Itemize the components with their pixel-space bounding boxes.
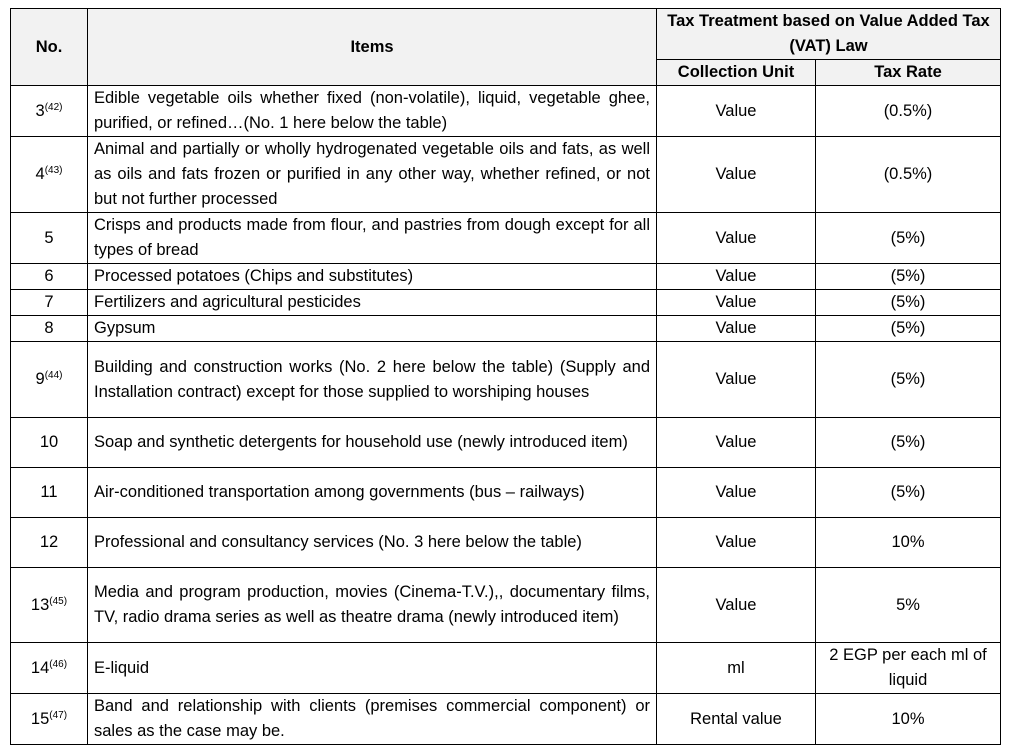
row-collection-unit: Value [657, 137, 816, 213]
row-tax-rate: 10% [816, 694, 1001, 745]
row-collection-unit: Value [657, 468, 816, 518]
row-item: Building and construction works (No. 2 here below the table) (Supply and Installation contract) except for those supplied to worshiping houses [88, 342, 657, 418]
header-collection-unit: Collection Unit [657, 60, 816, 86]
vat-tax-table [10, 8, 1001, 745]
row-tax-rate: 10% [816, 518, 1001, 568]
row-tax-rate: (5%) [816, 418, 1001, 468]
row-number [11, 342, 88, 418]
footnote-ref: (46) [49, 658, 68, 670]
row-item: Soap and synthetic detergents for household use (newly introduced item) [88, 418, 657, 468]
row-number-value: 4 [35, 165, 45, 183]
table-row [11, 418, 1001, 468]
row-tax-rate: 2 EGP per each ml of liquid [816, 643, 1001, 694]
table-row [11, 264, 1001, 290]
row-number-value: 15 [30, 709, 50, 728]
row-tax-rate: (0.5%) [816, 86, 1001, 137]
row-tax-rate: (5%) [816, 316, 1001, 342]
row-tax-rate: (5%) [816, 213, 1001, 264]
row-tax-rate: (5%) [816, 342, 1001, 418]
header-tax-rate: Tax Rate [816, 60, 1001, 86]
row-tax-rate: (5%) [816, 264, 1001, 290]
table-row [11, 568, 1001, 643]
table-row [11, 316, 1001, 342]
row-number-value: 3 [35, 101, 45, 120]
footnote-ref: (42) [44, 101, 63, 113]
row-item: Edible vegetable oils whether fixed (non-volatile), liquid, vegetable ghee, purified, or refined…(No. 1 here below the table) [88, 86, 657, 137]
row-number-value: 13 [30, 595, 50, 614]
row-collection-unit: Value [657, 213, 816, 264]
row-collection-unit: Value [657, 342, 816, 418]
row-number [11, 137, 88, 213]
row-item: Animal and partially or wholly hydrogenated vegetable oils and fats, as well as oils and fats frozen or purified in any other way, whether refined, or not but not further processed [88, 137, 657, 213]
row-item: Air-conditioned transportation among governments (bus – railways) [88, 468, 657, 518]
table-row [11, 86, 1001, 137]
row-item: Processed potatoes (Chips and substitutes) [88, 264, 657, 290]
row-collection-unit: Value [657, 316, 816, 342]
row-number-value: 8 [44, 319, 54, 337]
row-item: E-liquid [88, 643, 657, 694]
row-tax-rate: (5%) [816, 468, 1001, 518]
row-number [11, 468, 88, 518]
table-row [11, 643, 1001, 694]
row-item: Band and relationship with clients (premises commercial component) or sales as the case may be. [88, 694, 657, 745]
row-collection-unit: Value [657, 290, 816, 316]
row-number [11, 316, 88, 342]
table-row [11, 342, 1001, 418]
row-number [11, 568, 88, 643]
row-number [11, 418, 88, 468]
row-number-value: 7 [44, 293, 54, 311]
row-number-value: 12 [39, 533, 59, 551]
row-number-value: 14 [30, 658, 50, 677]
table-row [11, 290, 1001, 316]
table-row [11, 518, 1001, 568]
row-number [11, 264, 88, 290]
table-row [11, 213, 1001, 264]
row-number-value: 11 [40, 483, 58, 501]
row-tax-rate: 5% [816, 568, 1001, 643]
table-row [11, 468, 1001, 518]
row-item: Professional and consultancy services (No. 3 here below the table) [88, 518, 657, 568]
row-number [11, 213, 88, 264]
row-collection-unit: Value [657, 518, 816, 568]
row-collection-unit: Value [657, 568, 816, 643]
row-item: Gypsum [88, 316, 657, 342]
row-collection-unit: ml [657, 643, 816, 694]
row-number-value: 9 [35, 370, 45, 388]
row-number [11, 694, 88, 745]
row-number-value: 5 [44, 228, 54, 247]
row-collection-unit: Value [657, 264, 816, 290]
row-tax-rate: (0.5%) [816, 137, 1001, 213]
row-item: Fertilizers and agricultural pesticides [88, 290, 657, 316]
row-number [11, 290, 88, 316]
footnote-ref: (45) [49, 595, 68, 607]
table-row [11, 694, 1001, 745]
row-item: Crisps and products made from flour, and pastries from dough except for all types of bread [88, 213, 657, 264]
row-number [11, 518, 88, 568]
row-collection-unit: Value [657, 86, 816, 137]
footnote-ref: (43) [44, 165, 63, 176]
header-no: No. [11, 9, 88, 86]
row-item: Media and program production, movies (Cinema-T.V.),, documentary films, TV, radio drama series as well as theatre drama (newly introduced item) [88, 568, 657, 643]
row-number [11, 86, 88, 137]
header-items: Items [88, 9, 657, 86]
row-tax-rate: (5%) [816, 290, 1001, 316]
row-number-value: 10 [39, 433, 59, 451]
row-number [11, 643, 88, 694]
row-collection-unit: Value [657, 418, 816, 468]
row-collection-unit: Rental value [657, 694, 816, 745]
row-number-value: 6 [44, 267, 54, 285]
table-row [11, 137, 1001, 213]
footnote-ref: (44) [44, 370, 63, 381]
footnote-ref: (47) [49, 709, 68, 721]
header-tax-treatment: Tax Treatment based on Value Added Tax (VAT) Law [657, 9, 1001, 60]
